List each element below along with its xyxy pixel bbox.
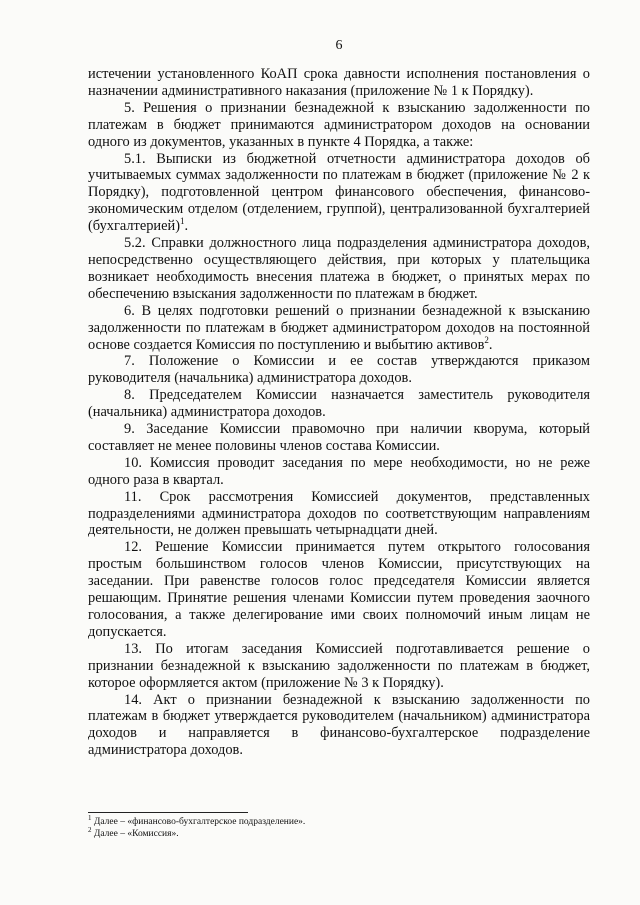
paragraph-6 bbox=[88, 303, 590, 354]
paragraph-8: 8. Председателем Комиссии назначается заместитель руководителя (начальника) администратора доходов. bbox=[88, 387, 590, 421]
document-body bbox=[88, 66, 590, 759]
paragraph-5-1-text: 5.1. Выписки из бюджетной отчетности администратора доходов об учитываемых суммах задолженности по платежам в бюджет (приложение № 2 к Порядку), подготовленной центром финансового обеспечения, финансово-экономическим отделом (отделением, группой), централизованной бухгалтерией (бухгалтерией) bbox=[88, 150, 590, 235]
paragraph-10: 10. Комиссия проводит заседания по мере необходимости, но не реже одного раза в квартал. bbox=[88, 454, 590, 488]
paragraph-5: 5. Решения о признании безнадежной к взысканию задолженности по платежам в бюджет принимаются администратором доходов на основании одного из документов, указанных в пункте 4 Порядка, а также: bbox=[88, 99, 590, 150]
page-number: 6 bbox=[335, 38, 343, 53]
footnote-1 bbox=[88, 813, 590, 828]
paragraph-6-text: 6. В целях подготовки решений о признании безнадежной к взысканию задолженности по платежам в бюджет администратором доходов на постоянной основе создается Комиссия по поступлению и выбытию активов bbox=[88, 302, 590, 353]
paragraph-7: 7. Положение о Комиссии и ее состав утверждаются приказом руководителя (начальника) администратора доходов. bbox=[88, 353, 590, 387]
paragraph-6-end: . bbox=[488, 336, 493, 353]
paragraph-5-1 bbox=[88, 151, 590, 236]
paragraph-11: 11. Срок рассмотрения Комиссией документов, представленных подразделениями администратора доходов по соответствующим направлениям деятельности, не должен превышать четырнадцати дней. bbox=[88, 488, 590, 539]
footnote-ref-2: 2 bbox=[484, 334, 489, 345]
footnote-2-mark: 2 bbox=[88, 825, 92, 834]
paragraph-12: 12. Решение Комиссии принимается путем открытого голосования простым большинством голосов членов Комиссии, присутствующих на заседании. При равенстве голосов голос председателя Комиссии является решающим. Принятие решения членами Комиссии путем проведения заочного голосования, а также делегирование ими своих полномочий иным лицам не допускается. bbox=[88, 539, 590, 640]
footnote-divider bbox=[88, 812, 248, 813]
footnote-1-text: Далее – «финансово-бухгалтерское подразделение». bbox=[91, 817, 306, 827]
paragraph-9: 9. Заседание Комиссии правомочно при наличии кворума, который составляет не менее половины членов состава Комиссии. bbox=[88, 421, 590, 454]
paragraph-5-2: 5.2. Справки должностного лица подразделения администратора доходов, непосредственно осуществляющего действия, при которых у плательщика возникает необходимость внесения платежа в бюджет, о принятых мерах по обеспечению взыскания задолженности по платежам в бюджет. bbox=[88, 235, 590, 302]
paragraph-5-1-end: . bbox=[184, 218, 189, 235]
footnote-1-mark: 1 bbox=[88, 813, 92, 822]
paragraph-continuation: истечении установленного КоАП срока давности исполнения постановления о назначении административного наказания (приложение № 1 к Порядку). bbox=[88, 66, 590, 99]
footnotes-section bbox=[88, 812, 590, 840]
paragraph-13: 13. По итогам заседания Комиссией подготавливается решение о признании безнадежной к взысканию задолженности по платежам в бюджет, которое оформляется актом (приложение № 3 к Порядку). bbox=[88, 640, 590, 691]
footnote-2 bbox=[88, 825, 590, 840]
paragraph-14: 14. Акт о признании безнадежной к взысканию задолженности по платежам в бюджет утверждается руководителем (начальником) администратора доходов и направляется в финансово-бухгалтерское подразделение администратора доходов. bbox=[88, 691, 590, 759]
footnote-ref-1: 1 bbox=[180, 216, 185, 227]
footnote-2-text: Далее – «Комиссия». bbox=[91, 829, 179, 839]
